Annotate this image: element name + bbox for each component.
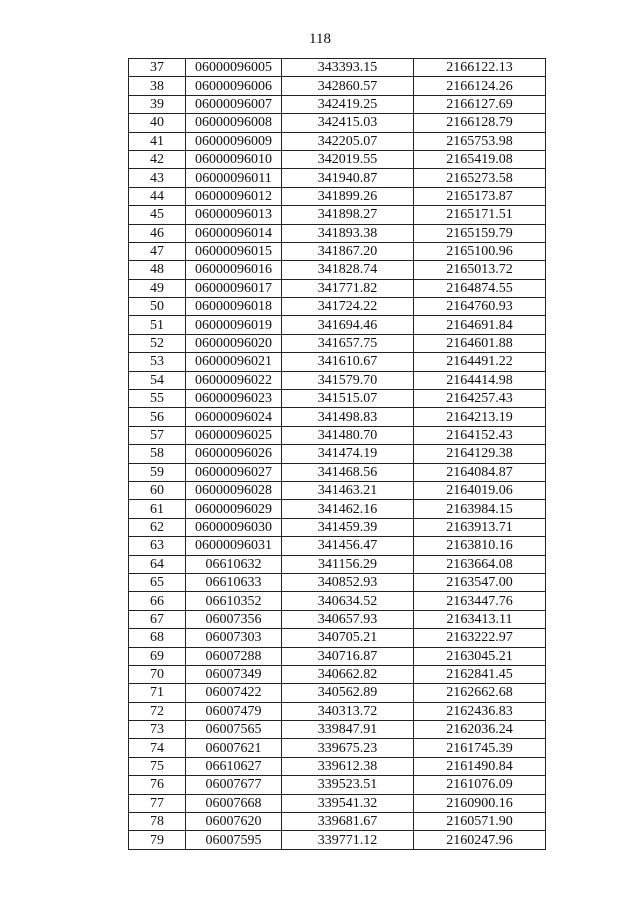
table-row [129,665,546,683]
table-row [129,702,546,720]
point-id-cell: 06000096012 [186,187,282,205]
x-coordinate-cell: 341724.22 [282,298,414,316]
y-coordinate-cell: 2165173.87 [414,187,546,205]
y-coordinate-cell: 2161745.39 [414,739,546,757]
row-number-cell: 42 [129,150,186,168]
table-row [129,739,546,757]
point-id-cell: 06000096031 [186,537,282,555]
x-coordinate-cell: 340634.52 [282,592,414,610]
y-coordinate-cell: 2162436.83 [414,702,546,720]
point-id-cell: 06007303 [186,629,282,647]
point-id-cell: 06000096026 [186,445,282,463]
point-id-cell: 06610633 [186,573,282,591]
point-id-cell: 06000096018 [186,298,282,316]
table-row [129,169,546,187]
row-number-cell: 54 [129,371,186,389]
y-coordinate-cell: 2163413.11 [414,610,546,628]
row-number-cell: 72 [129,702,186,720]
y-coordinate-cell: 2164213.19 [414,408,546,426]
y-coordinate-cell: 2162036.24 [414,721,546,739]
x-coordinate-cell: 341694.46 [282,316,414,334]
x-coordinate-cell: 339541.32 [282,794,414,812]
y-coordinate-cell: 2164084.87 [414,463,546,481]
x-coordinate-cell: 340657.93 [282,610,414,628]
table-row [129,573,546,591]
x-coordinate-cell: 339612.38 [282,757,414,775]
y-coordinate-cell: 2163222.97 [414,629,546,647]
y-coordinate-cell: 2164152.43 [414,426,546,444]
row-number-cell: 39 [129,95,186,113]
point-id-cell: 06000096021 [186,353,282,371]
row-number-cell: 41 [129,132,186,150]
row-number-cell: 49 [129,279,186,297]
row-number-cell: 44 [129,187,186,205]
table-row [129,298,546,316]
row-number-cell: 38 [129,77,186,95]
table-row [129,555,546,573]
row-number-cell: 70 [129,665,186,683]
x-coordinate-cell: 342419.25 [282,95,414,113]
point-id-cell: 06000096028 [186,481,282,499]
row-number-cell: 57 [129,426,186,444]
point-id-cell: 06007479 [186,702,282,720]
table-row [129,224,546,242]
x-coordinate-cell: 341463.21 [282,481,414,499]
y-coordinate-cell: 2166127.69 [414,95,546,113]
table-row [129,353,546,371]
point-id-cell: 06000096006 [186,77,282,95]
data-table [128,58,546,850]
y-coordinate-cell: 2163810.16 [414,537,546,555]
table-row [129,481,546,499]
point-id-cell: 06000096027 [186,463,282,481]
row-number-cell: 77 [129,794,186,812]
row-number-cell: 78 [129,813,186,831]
x-coordinate-cell: 339771.12 [282,831,414,849]
y-coordinate-cell: 2164491.22 [414,353,546,371]
table-row [129,187,546,205]
x-coordinate-cell: 339847.91 [282,721,414,739]
row-number-cell: 65 [129,573,186,591]
row-number-cell: 66 [129,592,186,610]
row-number-cell: 48 [129,261,186,279]
y-coordinate-cell: 2163045.21 [414,647,546,665]
row-number-cell: 76 [129,776,186,794]
table-row [129,114,546,132]
x-coordinate-cell: 341462.16 [282,500,414,518]
y-coordinate-cell: 2163447.76 [414,592,546,610]
point-id-cell: 06000096020 [186,334,282,352]
x-coordinate-cell: 341515.07 [282,390,414,408]
x-coordinate-cell: 342019.55 [282,150,414,168]
row-number-cell: 68 [129,629,186,647]
row-number-cell: 55 [129,390,186,408]
row-number-cell: 45 [129,206,186,224]
point-id-cell: 06007565 [186,721,282,739]
table-row [129,794,546,812]
x-coordinate-cell: 342205.07 [282,132,414,150]
x-coordinate-cell: 341893.38 [282,224,414,242]
table-row [129,500,546,518]
y-coordinate-cell: 2161490.84 [414,757,546,775]
point-id-cell: 06007595 [186,831,282,849]
table-row [129,316,546,334]
table-row [129,59,546,77]
row-number-cell: 69 [129,647,186,665]
y-coordinate-cell: 2164257.43 [414,390,546,408]
x-coordinate-cell: 341156.29 [282,555,414,573]
table-row [129,334,546,352]
x-coordinate-cell: 341610.67 [282,353,414,371]
point-id-cell: 06000096025 [186,426,282,444]
x-coordinate-cell: 340662.82 [282,665,414,683]
x-coordinate-cell: 341474.19 [282,445,414,463]
table-row [129,610,546,628]
point-id-cell: 06000096009 [186,132,282,150]
x-coordinate-cell: 343393.15 [282,59,414,77]
row-number-cell: 37 [129,59,186,77]
row-number-cell: 63 [129,537,186,555]
y-coordinate-cell: 2165753.98 [414,132,546,150]
x-coordinate-cell: 341456.47 [282,537,414,555]
y-coordinate-cell: 2163984.15 [414,500,546,518]
row-number-cell: 79 [129,831,186,849]
row-number-cell: 61 [129,500,186,518]
table-row [129,371,546,389]
y-coordinate-cell: 2166122.13 [414,59,546,77]
x-coordinate-cell: 340716.87 [282,647,414,665]
page-number: 118 [309,31,331,47]
point-id-cell: 06000096030 [186,518,282,536]
y-coordinate-cell: 2166124.26 [414,77,546,95]
x-coordinate-cell: 341898.27 [282,206,414,224]
point-id-cell: 06000096017 [186,279,282,297]
point-id-cell: 06007621 [186,739,282,757]
table-row [129,77,546,95]
table-row [129,445,546,463]
table-row [129,831,546,849]
y-coordinate-cell: 2165100.96 [414,242,546,260]
table-row [129,279,546,297]
y-coordinate-cell: 2161076.09 [414,776,546,794]
point-id-cell: 06000096010 [186,150,282,168]
point-id-cell: 06000096016 [186,261,282,279]
x-coordinate-cell: 341579.70 [282,371,414,389]
row-number-cell: 73 [129,721,186,739]
y-coordinate-cell: 2165159.79 [414,224,546,242]
row-number-cell: 62 [129,518,186,536]
y-coordinate-cell: 2165419.08 [414,150,546,168]
x-coordinate-cell: 341899.26 [282,187,414,205]
point-id-cell: 06007288 [186,647,282,665]
y-coordinate-cell: 2160247.96 [414,831,546,849]
table-row [129,261,546,279]
row-number-cell: 43 [129,169,186,187]
point-id-cell: 06000096015 [186,242,282,260]
table-row [129,684,546,702]
row-number-cell: 58 [129,445,186,463]
y-coordinate-cell: 2160900.16 [414,794,546,812]
point-id-cell: 06000096022 [186,371,282,389]
table-row [129,95,546,113]
row-number-cell: 75 [129,757,186,775]
row-number-cell: 74 [129,739,186,757]
y-coordinate-cell: 2164760.93 [414,298,546,316]
point-id-cell: 06000096013 [186,206,282,224]
row-number-cell: 59 [129,463,186,481]
table-row [129,206,546,224]
y-coordinate-cell: 2166128.79 [414,114,546,132]
point-id-cell: 06007349 [186,665,282,683]
x-coordinate-cell: 341459.39 [282,518,414,536]
x-coordinate-cell: 342415.03 [282,114,414,132]
point-id-cell: 06000096024 [186,408,282,426]
x-coordinate-cell: 341468.56 [282,463,414,481]
row-number-cell: 51 [129,316,186,334]
table-body [129,59,546,850]
table-row [129,592,546,610]
x-coordinate-cell: 341828.74 [282,261,414,279]
table-row [129,647,546,665]
point-id-cell: 06000096007 [186,95,282,113]
y-coordinate-cell: 2162662.68 [414,684,546,702]
x-coordinate-cell: 339681.67 [282,813,414,831]
row-number-cell: 56 [129,408,186,426]
point-id-cell: 06000096005 [186,59,282,77]
x-coordinate-cell: 341867.20 [282,242,414,260]
y-coordinate-cell: 2164691.84 [414,316,546,334]
row-number-cell: 46 [129,224,186,242]
table-row [129,629,546,647]
point-id-cell: 06000096014 [186,224,282,242]
point-id-cell: 06007620 [186,813,282,831]
table-row [129,132,546,150]
y-coordinate-cell: 2165273.58 [414,169,546,187]
point-id-cell: 06610627 [186,757,282,775]
y-coordinate-cell: 2165171.51 [414,206,546,224]
point-id-cell: 06007422 [186,684,282,702]
y-coordinate-cell: 2162841.45 [414,665,546,683]
point-id-cell: 06000096019 [186,316,282,334]
point-id-cell: 06007668 [186,794,282,812]
y-coordinate-cell: 2160571.90 [414,813,546,831]
table-row [129,150,546,168]
row-number-cell: 67 [129,610,186,628]
row-number-cell: 47 [129,242,186,260]
x-coordinate-cell: 339523.51 [282,776,414,794]
x-coordinate-cell: 341940.87 [282,169,414,187]
row-number-cell: 53 [129,353,186,371]
table-row [129,408,546,426]
x-coordinate-cell: 341498.83 [282,408,414,426]
table-row [129,537,546,555]
point-id-cell: 06007677 [186,776,282,794]
y-coordinate-cell: 2163913.71 [414,518,546,536]
table-row [129,463,546,481]
x-coordinate-cell: 341771.82 [282,279,414,297]
row-number-cell: 40 [129,114,186,132]
table-row [129,426,546,444]
point-id-cell: 06000096008 [186,114,282,132]
point-id-cell: 06000096023 [186,390,282,408]
table-row [129,776,546,794]
row-number-cell: 60 [129,481,186,499]
x-coordinate-cell: 341480.70 [282,426,414,444]
point-id-cell: 06007356 [186,610,282,628]
row-number-cell: 64 [129,555,186,573]
table-row [129,390,546,408]
y-coordinate-cell: 2163664.08 [414,555,546,573]
y-coordinate-cell: 2164414.98 [414,371,546,389]
x-coordinate-cell: 339675.23 [282,739,414,757]
x-coordinate-cell: 341657.75 [282,334,414,352]
table-row [129,721,546,739]
table-row [129,242,546,260]
y-coordinate-cell: 2164601.88 [414,334,546,352]
row-number-cell: 50 [129,298,186,316]
table-row [129,813,546,831]
x-coordinate-cell: 340313.72 [282,702,414,720]
point-id-cell: 06610632 [186,555,282,573]
y-coordinate-cell: 2164874.55 [414,279,546,297]
x-coordinate-cell: 340562.89 [282,684,414,702]
point-id-cell: 06610352 [186,592,282,610]
point-id-cell: 06000096011 [186,169,282,187]
point-id-cell: 06000096029 [186,500,282,518]
x-coordinate-cell: 340852.93 [282,573,414,591]
table-row [129,757,546,775]
table-row [129,518,546,536]
y-coordinate-cell: 2164129.38 [414,445,546,463]
x-coordinate-cell: 342860.57 [282,77,414,95]
y-coordinate-cell: 2164019.06 [414,481,546,499]
y-coordinate-cell: 2165013.72 [414,261,546,279]
row-number-cell: 52 [129,334,186,352]
y-coordinate-cell: 2163547.00 [414,573,546,591]
row-number-cell: 71 [129,684,186,702]
x-coordinate-cell: 340705.21 [282,629,414,647]
